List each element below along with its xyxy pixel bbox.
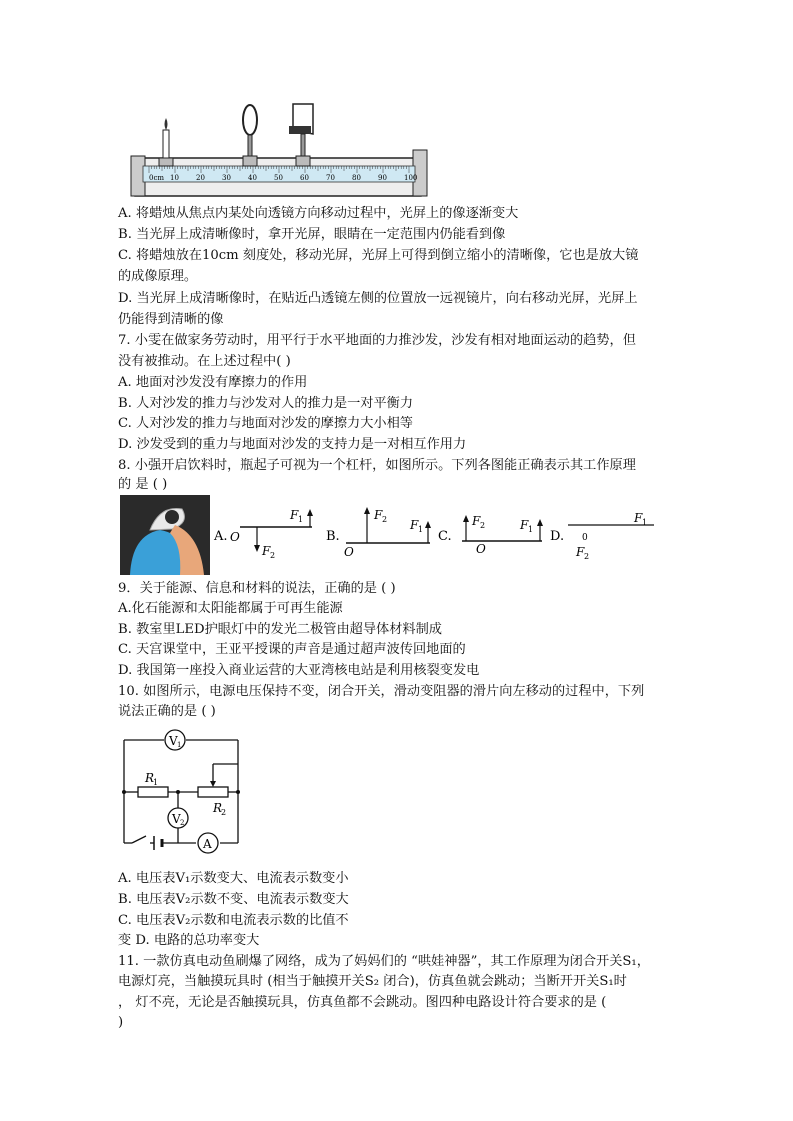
svg-text:1: 1 <box>177 741 182 749</box>
svg-text:0: 0 <box>582 533 588 543</box>
svg-text:2: 2 <box>584 552 590 561</box>
svg-text:R: R <box>145 771 155 785</box>
svg-text:A: A <box>203 837 212 851</box>
bench-tick-label: 50 <box>274 174 283 182</box>
svg-text:F: F <box>410 518 419 532</box>
q7-option-a: A. 地面对沙发没有摩擦力的作用 <box>118 375 308 390</box>
svg-text:2: 2 <box>270 551 276 560</box>
q8-stem-cont: 的 是 ( ) <box>118 477 168 492</box>
circuit-diagram <box>118 728 248 860</box>
svg-text:1: 1 <box>528 525 534 534</box>
svg-text:O: O <box>230 530 240 544</box>
q11-line-2: 电源灯亮，当触摸玩具时 (相当于触摸开关S₂ 闭合)，仿真鱼就会跳动；当断开开关S₁时 <box>118 974 627 989</box>
bench-tick-label: 90 <box>378 174 387 182</box>
q10-option-c-d: 变 D. 电路的总功率变大 <box>118 933 260 948</box>
svg-text:1: 1 <box>418 525 424 534</box>
q6-option-a: A. 将蜡烛从焦点内某处向透镜方向移动过程中，光屏上的像逐渐变大 <box>118 206 519 221</box>
light-screen <box>289 104 313 166</box>
bench-tick-label: 20 <box>196 174 205 182</box>
option-d-label: D. <box>550 529 565 544</box>
q9-option-d: D. 我国第一座投入商业运营的大亚湾核电站是利用核裂变发电 <box>118 663 480 678</box>
convex-lens <box>243 105 257 166</box>
q9-option-a: A.化石能源和太阳能都属于可再生能源 <box>118 601 343 616</box>
bottle-opener-photo <box>120 495 210 575</box>
svg-text:2: 2 <box>221 808 227 817</box>
q6-option-c: C. 将蜡烛放在10cm 刻度处，移动光屏，光屏上可得到倒立缩小的清晰像，它也是放大镜 <box>118 248 639 263</box>
svg-text:F: F <box>472 514 481 528</box>
q10-option-a: A. 电压表V₁示数变大、电流表示数变小 <box>118 871 349 886</box>
svg-text:F: F <box>290 508 299 522</box>
bench-tick-label: 80 <box>352 174 361 182</box>
q10-stem-cont: 说法正确的是 ( ) <box>118 704 216 719</box>
q8-stem: 8. 小强开启饮料时，瓶起子可视为一个杠杆，如图所示。下列各图能正确表示其工作原理 <box>118 458 636 473</box>
svg-text:1: 1 <box>298 515 304 524</box>
q7-stem: 7. 小雯在做家务劳动时，用平行于水平地面的力推沙发，沙发有相对地面运动的趋势，但 <box>118 333 636 348</box>
bench-tick-label: 100 <box>404 174 418 182</box>
svg-text:2: 2 <box>180 819 185 827</box>
svg-text:2: 2 <box>382 515 388 524</box>
q9-option-c: C. 天宫课堂中，王亚平授课的声音是通过超声波传回地面的 <box>118 642 466 657</box>
q6-option-b: B. 当光屏上成清晰像时，拿开光屏，眼睛在一定范围内仍能看到像 <box>118 227 506 242</box>
q10-option-b: B. 电压表V₂示数不变、电流表示数变大 <box>118 892 349 907</box>
bench-tick-label: 10 <box>170 174 179 182</box>
svg-text:R: R <box>213 801 223 815</box>
q10-stem: 10. 如图所示，电源电压保持不变，闭合开关，滑动变阻器的滑片向左移动的过程中，下列 <box>118 684 645 699</box>
q7-option-b: B. 人对沙发的推力与沙发对人的推力是一对平衡力 <box>118 396 414 411</box>
q9-option-b: B. 教室里LED护眼灯中的发光二极管由超导体材料制成 <box>118 622 442 637</box>
q11-line-1: 11. 一款仿真电动鱼刷爆了网络，成为了妈妈们的 “哄娃神器”，其工作原理为闭合开关S₁， <box>118 954 650 969</box>
candle <box>159 118 173 166</box>
bench-tick-label: 70 <box>326 174 335 182</box>
bench-tick-label: 0cm <box>149 174 165 182</box>
svg-text:V: V <box>169 734 178 748</box>
q7-option-d: D. 沙发受到的重力与地面对沙发的支持力是一对相互作用力 <box>118 437 467 452</box>
svg-text:F: F <box>520 518 529 532</box>
bench-tick-label: 30 <box>222 174 231 182</box>
q6-option-d-cont: 仍能得到清晰的像 <box>118 312 224 327</box>
bench-tick-label: 40 <box>248 174 257 182</box>
q6-option-d: D. 当光屏上成清晰像时，在贴近凸透镜左侧的位置放一远视镜片，向右移动光屏，光屏上 <box>118 291 638 306</box>
svg-text:F: F <box>634 511 643 525</box>
q6-option-c-cont: 的成像原理。 <box>118 269 198 284</box>
optical-bench-figure <box>125 100 435 200</box>
option-b-label: B. <box>326 529 340 544</box>
q10-option-c: C. 电压表V₂示数和电流表示数的比值不 <box>118 913 349 928</box>
q11-line-4: ) <box>118 1015 124 1030</box>
q9-stem: 9．关于能源、信息和材料的说法，正确的是 ( ) <box>118 581 396 596</box>
svg-text:O: O <box>344 545 354 559</box>
lever-options-figure <box>212 503 662 569</box>
svg-text:V: V <box>172 812 181 826</box>
svg-text:F: F <box>262 544 271 558</box>
q7-option-c: C. 人对沙发的推力与地面对沙发的摩擦力大小相等 <box>118 416 413 431</box>
option-a-label: A. <box>214 529 228 544</box>
svg-text:O: O <box>476 542 486 556</box>
svg-text:F: F <box>374 508 383 522</box>
option-c-label: C. <box>438 529 452 544</box>
svg-text:1: 1 <box>153 778 159 787</box>
q7-stem-cont: 没有被推动。在上述过程中( ) <box>118 354 291 369</box>
q11-line-3: ， 灯不亮，无论是否触摸玩具，仿真鱼都不会跳动。图四种电路设计符合要求的是 ( <box>118 995 607 1010</box>
svg-text:F: F <box>576 545 585 559</box>
svg-text:2: 2 <box>480 521 486 530</box>
bench-tick-label: 60 <box>300 174 309 182</box>
svg-text:1: 1 <box>642 518 648 527</box>
